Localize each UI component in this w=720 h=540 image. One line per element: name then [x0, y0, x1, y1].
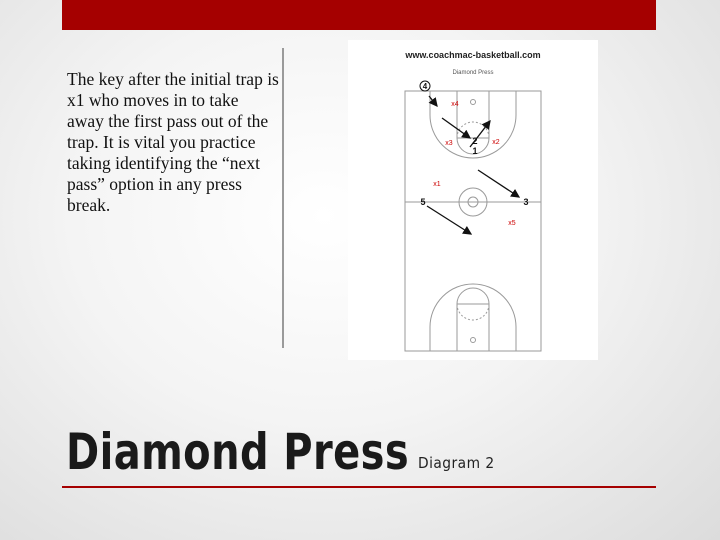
slide-body-text: The key after the initial trap is x1 who moves in to take away the first pass out of the trap. It is vital you practice taking identifying the “next pass” option in any press break.: [67, 69, 279, 215]
defense-player-x1: x1: [433, 181, 441, 188]
court-diagram-svg: [348, 40, 598, 360]
offense-player-5: 5: [420, 197, 426, 207]
vertical-divider: [282, 48, 284, 348]
offense-player-1: 1: [472, 146, 478, 156]
slide-title: Diamond Press: [66, 423, 410, 481]
diagram-source-text: www.coachmac-basketball.com: [405, 50, 541, 60]
movement-arrows: [427, 96, 519, 234]
defense-player-x3: x3: [445, 140, 453, 147]
defense-player-x2: x2: [492, 139, 500, 146]
defense-player-x5: x5: [508, 220, 516, 227]
diagram-heading-text: Diamond Press: [452, 70, 494, 76]
offense-player-3: 3: [523, 197, 529, 207]
offense-player-2: 2: [472, 136, 478, 146]
slide-subtitle: Diagram 2: [418, 454, 495, 472]
bottom-accent-rule: [62, 486, 656, 488]
defense-player-x4: x4: [451, 101, 459, 108]
top-accent-bar: [62, 0, 656, 30]
offense-player-4: 4: [422, 82, 428, 91]
press-diagram: [348, 40, 598, 360]
court-lines: [405, 91, 541, 351]
